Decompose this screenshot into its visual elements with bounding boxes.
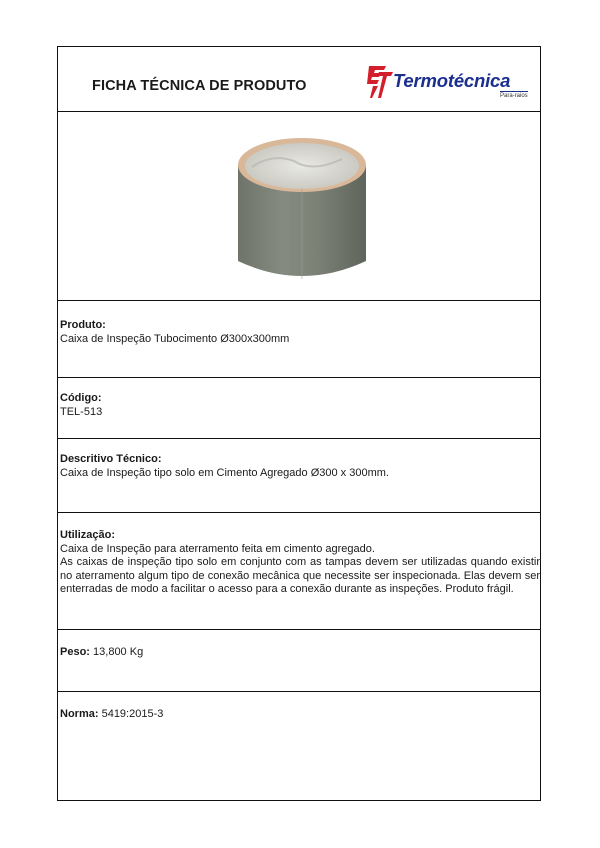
brand-logo — [366, 62, 536, 102]
divider — [57, 111, 541, 112]
divider — [57, 512, 541, 513]
usage-paragraph: As caixas de inspeção tipo solo em conjunto com as tampas devem ser utilizadas quando existir no aterramento algum tipo de conexão mecânica que necessite ser inspecionada. Elas devem ser enterradas de modo a facilitar o acesso para a conexão durante as inspeções. Produto frágil. — [60, 556, 540, 596]
code-section — [60, 392, 102, 419]
weight-section — [60, 646, 143, 660]
usage-intro: Caixa de Inspeção para aterramento feita em cimento agregado. — [60, 542, 375, 555]
standard-section — [60, 708, 163, 722]
code-label: Código: — [60, 392, 102, 404]
weight-value: 13,800 Kg — [93, 646, 144, 658]
termotecnica-mark-icon — [366, 64, 396, 100]
product-value: Caixa de Inspeção Tubocimento Ø300x300mm — [60, 332, 290, 345]
divider — [57, 377, 541, 378]
product-label: Produto: — [60, 319, 106, 331]
divider — [57, 691, 541, 692]
concrete-pipe-image — [232, 133, 372, 283]
usage-label: Utilização: — [60, 529, 116, 541]
usage-section — [60, 529, 540, 597]
divider — [57, 438, 541, 439]
page-title: FICHA TÉCNICA DE PRODUTO — [92, 78, 307, 94]
technical-description-value: Caixa de Inspeção tipo solo em Cimento Agregado Ø300 x 300mm. — [60, 466, 389, 479]
divider — [57, 300, 541, 301]
standard-value: 5419:2015-3 — [101, 708, 164, 720]
divider — [57, 629, 541, 630]
brand-name: Termotécnica — [393, 70, 511, 91]
technical-description-section — [60, 453, 389, 480]
code-value: TEL-513 — [60, 405, 103, 418]
technical-description-label: Descritivo Técnico: — [60, 453, 162, 465]
weight-label: Peso: — [60, 646, 90, 658]
brand-tagline: Para-raios — [500, 93, 528, 99]
standard-label: Norma: — [60, 708, 99, 720]
product-section — [60, 319, 289, 346]
